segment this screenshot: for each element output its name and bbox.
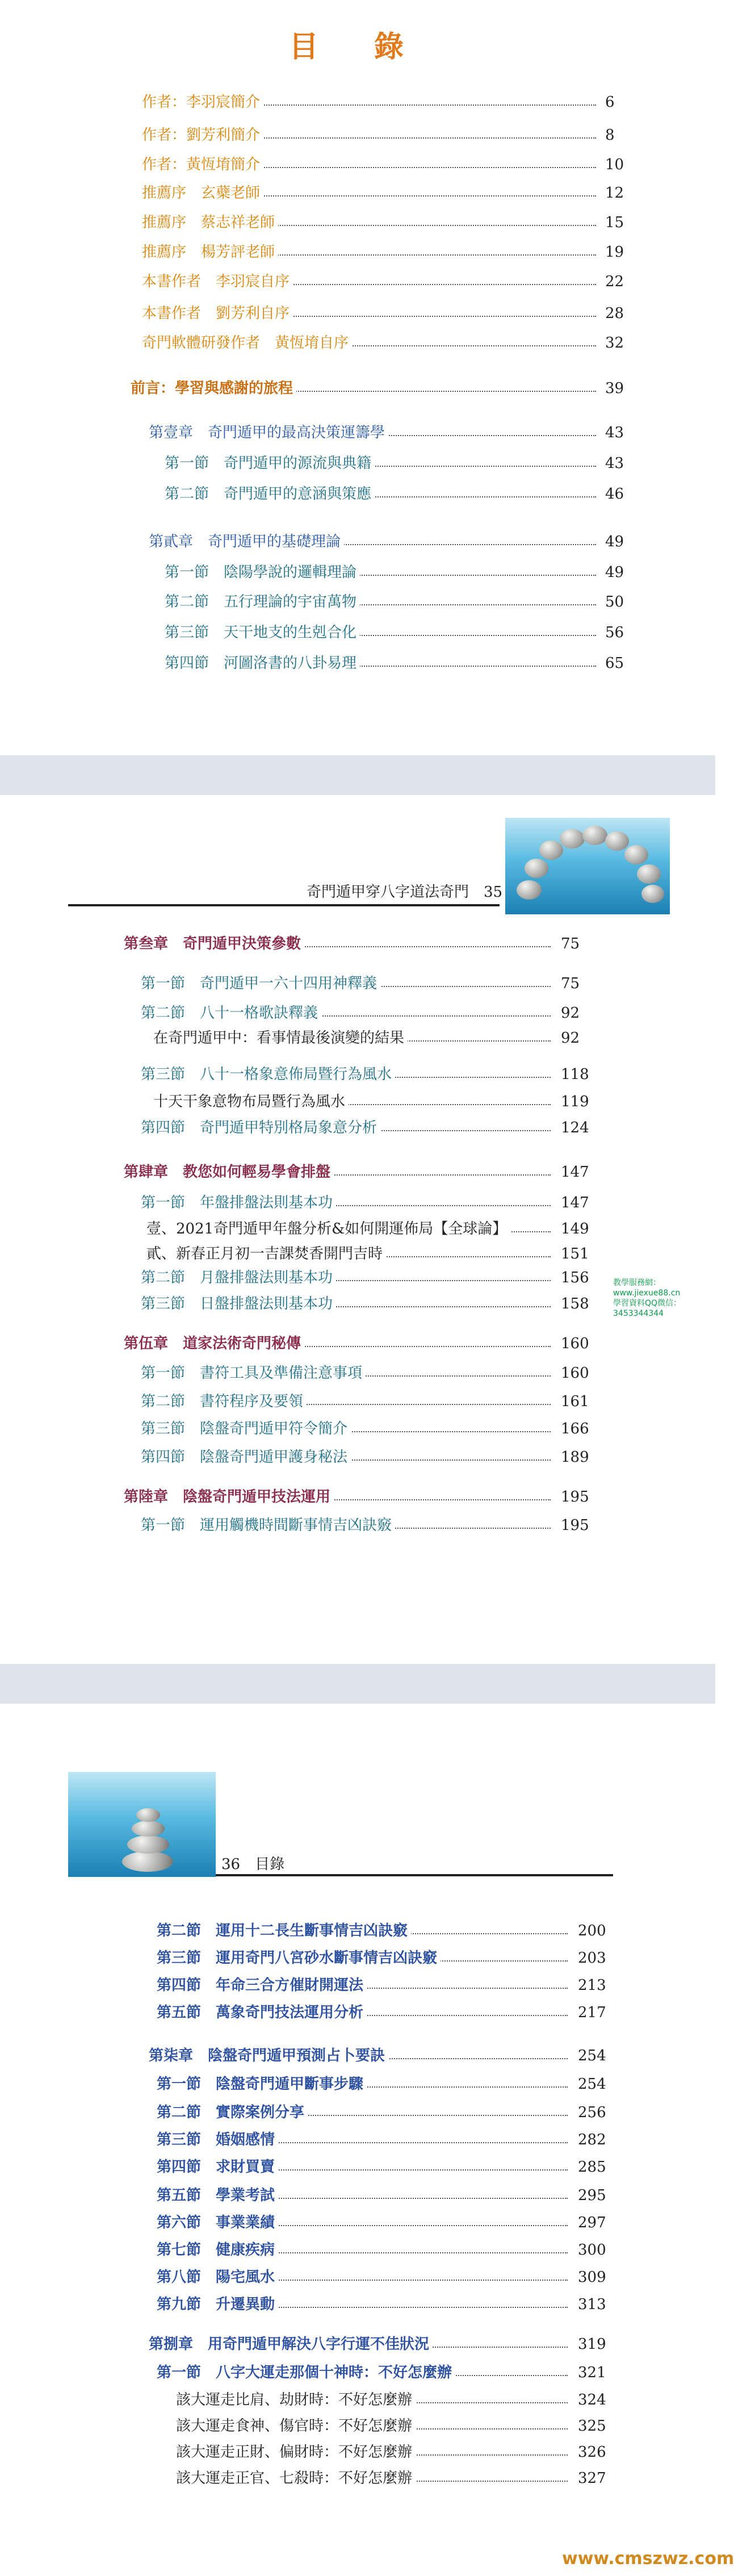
toc-entry-page: 195 [557, 1486, 589, 1508]
toc-entry-page: 217 [574, 2001, 606, 2024]
toc-entry-title: 第三節 婚姻感情 [157, 2128, 278, 2151]
toc-entry-title: 第二節 五行理論的宇宙萬物 [165, 591, 360, 613]
toc-entry [0, 332, 715, 354]
toc-entry-title: 第三節 八十一格象意佈局暨行為風水 [141, 1063, 395, 1086]
toc-entry-title: 第伍章 道家法術奇門秘傳 [124, 1332, 304, 1355]
toc-entry [0, 2266, 715, 2289]
toc-entry-page: 32 [602, 332, 624, 354]
toc-entry [0, 2156, 715, 2178]
toc-entry [0, 1161, 715, 1184]
toc-entry-title: 壹、2021奇門遁甲年盤分析&如何開運佈局【全球論】 [146, 1218, 510, 1240]
toc-entry-title: 作者：黃恆堉簡介 [142, 153, 263, 176]
toc-entry-page: 254 [574, 2073, 606, 2096]
toc-entry-title: 推薦序 楊芳評老師 [142, 241, 278, 264]
toc-entry-title: 該大運走比肩、劫財時：不好怎麼辦 [176, 2389, 416, 2411]
toc-entry-title: 第陸章 陰盤奇門遁甲技法運用 [124, 1486, 334, 1508]
toc-entry [0, 153, 715, 176]
toc-entry [0, 2293, 715, 2316]
toc-entry [0, 1027, 715, 1049]
toc-entry-title: 第一節 年盤排盤法則基本功 [141, 1191, 336, 1214]
toc-entry-page: 49 [602, 530, 624, 553]
toc-entry-page: 189 [557, 1446, 589, 1469]
toc-entry [0, 2441, 715, 2464]
toc-entry [0, 483, 715, 505]
toc-entry [0, 1191, 715, 1214]
toc-entry [0, 1920, 715, 1942]
toc-entry-page: 297 [574, 2211, 606, 2234]
toc-entry-page: 92 [557, 1002, 580, 1024]
toc-entry-title: 第四節 奇門遁甲特別格局象意分析 [141, 1116, 380, 1139]
toc-entry [0, 2128, 715, 2151]
toc-entry [0, 932, 715, 955]
toc-entry-page: 156 [557, 1266, 589, 1289]
toc-entry-page: 28 [602, 302, 624, 325]
toc-entry [0, 2361, 715, 2384]
toc-entry-page: 319 [574, 2333, 606, 2356]
toc-entry-title: 第柒章 陰盤奇門遁甲預測占卜要訣 [149, 2044, 388, 2067]
toc-entry [0, 1243, 715, 1265]
toc-entry [0, 2333, 715, 2356]
toc-entry-title: 第七節 健康疾病 [157, 2239, 278, 2261]
toc-entry-title: 本書作者 李羽宸自序 [142, 270, 293, 293]
toc-entry-title: 第二節 八十一格歌訣釋義 [141, 1002, 321, 1024]
page-header-35: 奇門遁甲穿八字道法奇門 35 [307, 884, 503, 901]
toc-entry-title: 第八節 陽宅風水 [157, 2266, 278, 2289]
toc-entry [0, 182, 715, 204]
toc-entry-page: 75 [557, 972, 580, 995]
header-rule [68, 904, 500, 906]
toc-entry-page: 8 [602, 124, 615, 147]
toc-entry-title: 在奇門遁甲中：看事情最後演變的結果 [153, 1027, 408, 1049]
toc-entry [0, 377, 715, 400]
toc-entry-title: 第肆章 教您如何輕易學會排盤 [124, 1161, 334, 1184]
toc-entry-title: 第五節 萬象奇門技法運用分析 [157, 2001, 367, 2024]
toc-entry-page: 213 [574, 1974, 606, 1997]
toc-entry-title: 第一節 奇門遁甲的源流與典籍 [165, 452, 375, 475]
toc-entry [0, 2239, 715, 2261]
toc-entry-page: 161 [557, 1390, 589, 1413]
toc-entry [0, 1974, 715, 1997]
toc-entry-title: 作者：劉芳利簡介 [142, 124, 263, 147]
toc-entry-title: 貳、新春正月初一吉課焚香開門吉時 [146, 1243, 386, 1265]
toc-entry [0, 591, 715, 613]
toc-entry-title: 奇門軟體研發作者 黃恆堉自序 [142, 332, 352, 354]
toc-entry-title: 第二節 月盤排盤法則基本功 [141, 1266, 336, 1289]
toc-entry [0, 2101, 715, 2124]
toc-entry-page: 313 [574, 2293, 606, 2316]
toc-entry-page: 166 [557, 1417, 589, 1440]
toc-entry [0, 1514, 715, 1537]
toc-entry [0, 1446, 715, 1469]
toc-entry-page: 309 [574, 2266, 606, 2289]
toc-entry [0, 561, 715, 584]
toc-entry [0, 1218, 715, 1240]
toc-entry [0, 2389, 715, 2411]
toc-entry-title: 第五節 學業考試 [157, 2184, 278, 2207]
toc-entry [0, 652, 715, 675]
toc-entry-title: 推薦序 蔡志祥老師 [142, 211, 278, 234]
toc-entry-page: 300 [574, 2239, 606, 2261]
toc-entry-page: 119 [557, 1090, 589, 1113]
toc-entry [0, 1002, 715, 1024]
toc-entry [0, 1293, 715, 1315]
toc-entry-page: 49 [602, 561, 624, 584]
toc-entry-page: 15 [602, 211, 624, 234]
toc-entry-title: 第四節 陰盤奇門遁甲護身秘法 [141, 1446, 351, 1469]
page-header-36: 36 目錄 [221, 1856, 285, 1873]
toc-entry-title: 第二節 奇門遁甲的意涵與策應 [165, 483, 375, 505]
toc-entry [0, 421, 715, 444]
toc-entry-page: 285 [574, 2156, 606, 2178]
toc-entry-title: 第一節 奇門遁甲一六十四用神釋義 [141, 972, 380, 995]
toc-entry-title: 第九節 升遷異動 [157, 2293, 278, 2316]
toc-entry [0, 1116, 715, 1139]
toc-entry [0, 241, 715, 264]
toc-entry-title: 第四節 河圖洛書的八卦易理 [165, 652, 360, 675]
toc-entry-page: 325 [574, 2415, 606, 2437]
toc-entry-title: 第三節 天干地支的生剋合化 [165, 621, 360, 644]
toc-entry-page: 151 [557, 1243, 589, 1265]
toc-entry [0, 1362, 715, 1385]
toc-entry [0, 2467, 715, 2490]
toc-entry [0, 1332, 715, 1355]
toc-entry [0, 2073, 715, 2096]
toc-entry-title: 推薦序 玄蘗老師 [142, 182, 263, 204]
stone-arch-photo [505, 818, 670, 914]
toc-entry [0, 1417, 715, 1440]
toc-entry-page: 43 [602, 421, 624, 444]
toc-entry-page: 124 [557, 1116, 589, 1139]
toc-entry-title: 第四節 求財買賣 [157, 2156, 278, 2178]
toc-entry-page: 200 [574, 1920, 606, 1942]
toc-entry [0, 1390, 715, 1413]
toc-entry [0, 2001, 715, 2024]
toc-entry [0, 972, 715, 995]
toc-entry-page: 282 [574, 2128, 606, 2151]
toc-entry-title: 第一節 陰陽學說的邏輯理論 [165, 561, 360, 584]
toc-entry-title: 該大運走正財、偏財時：不好怎麼辦 [176, 2441, 416, 2464]
toc-entry-title: 第壹章 奇門遁甲的最高決策運籌學 [149, 421, 388, 444]
toc-entry-title: 第一節 運用觸機時間斷事情吉凶訣竅 [141, 1514, 395, 1537]
toc-entry-page: 147 [557, 1191, 589, 1214]
toc-entry-title: 本書作者 劉芳利自序 [142, 302, 293, 325]
toc-entry-page: 10 [602, 153, 624, 176]
toc-entry [0, 91, 715, 114]
toc-entry-title: 作者：李羽宸簡介 [142, 91, 263, 114]
toc-entry-page: 256 [574, 2101, 606, 2124]
toc-entry [0, 2415, 715, 2437]
toc-entry-page: 195 [557, 1514, 589, 1537]
toc-entry-page: 324 [574, 2389, 606, 2411]
toc-entry-title: 第三節 陰盤奇門遁甲符令簡介 [141, 1417, 351, 1440]
toc-entry-page: 6 [602, 91, 615, 114]
toc-entry-page: 39 [602, 377, 624, 400]
toc-entry-title: 第一節 陰盤奇門遁甲斷事步驟 [157, 2073, 367, 2096]
toc-entry-page: 147 [557, 1161, 589, 1184]
toc-entry-title: 第一節 八字大運走那個十神時：不好怎麼辦 [157, 2361, 455, 2384]
toc-entry-title: 第貳章 奇門遁甲的基礎理論 [149, 530, 344, 553]
toc-entry-page: 203 [574, 1947, 606, 1969]
toc-entry [0, 211, 715, 234]
toc-entry-title: 第三節 日盤排盤法則基本功 [141, 1293, 336, 1315]
header-rule [216, 1874, 613, 1876]
toc-entry-page: 326 [574, 2441, 606, 2464]
toc-entry-page: 158 [557, 1293, 589, 1315]
toc-entry-page: 92 [557, 1027, 580, 1049]
toc-entry-title: 第一節 書符工具及準備注意事項 [141, 1362, 366, 1385]
toc-entry-page: 46 [602, 483, 624, 505]
toc-entry-title: 該大運走正官、七殺時：不好怎麼辦 [176, 2467, 416, 2490]
toc-entry-page: 22 [602, 270, 624, 293]
toc-entry-title: 第捌章 用奇門遁甲解決八字行運不佳狀況 [149, 2333, 433, 2356]
stone-stack-photo [68, 1772, 216, 1877]
page-gap [0, 1664, 715, 1704]
toc-entry [0, 1947, 715, 1969]
toc-entry-page: 149 [557, 1218, 589, 1240]
toc-entry-page: 12 [602, 182, 624, 204]
toc-entry [0, 124, 715, 147]
toc-entry [0, 2044, 715, 2067]
toc-entry-page: 160 [557, 1332, 589, 1355]
toc-entry-title: 第二節 運用十二長生斷事情吉凶訣竅 [157, 1920, 411, 1942]
toc-title: 目 錄 [288, 30, 427, 64]
page-gap [0, 755, 715, 795]
toc-entry [0, 1266, 715, 1289]
toc-entry [0, 1090, 715, 1113]
toc-entry-page: 327 [574, 2467, 606, 2490]
toc-entry-page: 50 [602, 591, 624, 613]
toc-entry [0, 2211, 715, 2234]
toc-entry-page: 65 [602, 652, 624, 675]
toc-entry-page: 321 [574, 2361, 606, 2384]
toc-entry [0, 530, 715, 553]
toc-entry-page: 160 [557, 1362, 589, 1385]
site-watermark: www.cmszwz.com [562, 2549, 734, 2569]
toc-entry-title: 十天干象意物布局暨行為風水 [153, 1090, 349, 1113]
toc-entry [0, 621, 715, 644]
toc-entry-title: 第叁章 奇門遁甲決策參數 [124, 932, 304, 955]
toc-entry-page: 56 [602, 621, 624, 644]
toc-entry-title: 第二節 實際案例分享 [157, 2101, 308, 2124]
watermark: 教學服務網：www.jiexue88.cn 學習資料QQ微信：3453344344 [613, 1278, 682, 1318]
toc-entry-title: 該大運走食神、傷官時：不好怎麼辦 [176, 2415, 416, 2437]
toc-entry [0, 302, 715, 325]
toc-entry [0, 2184, 715, 2207]
toc-entry-title: 第三節 運用奇門八宮砂水斷事情吉凶訣竅 [157, 1947, 441, 1969]
toc-entry-page: 254 [574, 2044, 606, 2067]
toc-entry [0, 1063, 715, 1086]
toc-entry [0, 1486, 715, 1508]
toc-entry-page: 19 [602, 241, 624, 264]
toc-entry-title: 第四節 年命三合方催財開運法 [157, 1974, 367, 1997]
toc-entry-page: 43 [602, 452, 624, 475]
toc-entry [0, 452, 715, 475]
toc-entry-page: 75 [557, 932, 580, 955]
toc-entry-title: 前言：學習與感謝的旅程 [131, 377, 296, 400]
toc-entry-page: 295 [574, 2184, 606, 2207]
toc-entry-title: 第六節 事業業績 [157, 2211, 278, 2234]
toc-entry [0, 270, 715, 293]
toc-entry-page: 118 [557, 1063, 589, 1086]
toc-entry-title: 第二節 書符程序及要領 [141, 1390, 307, 1413]
